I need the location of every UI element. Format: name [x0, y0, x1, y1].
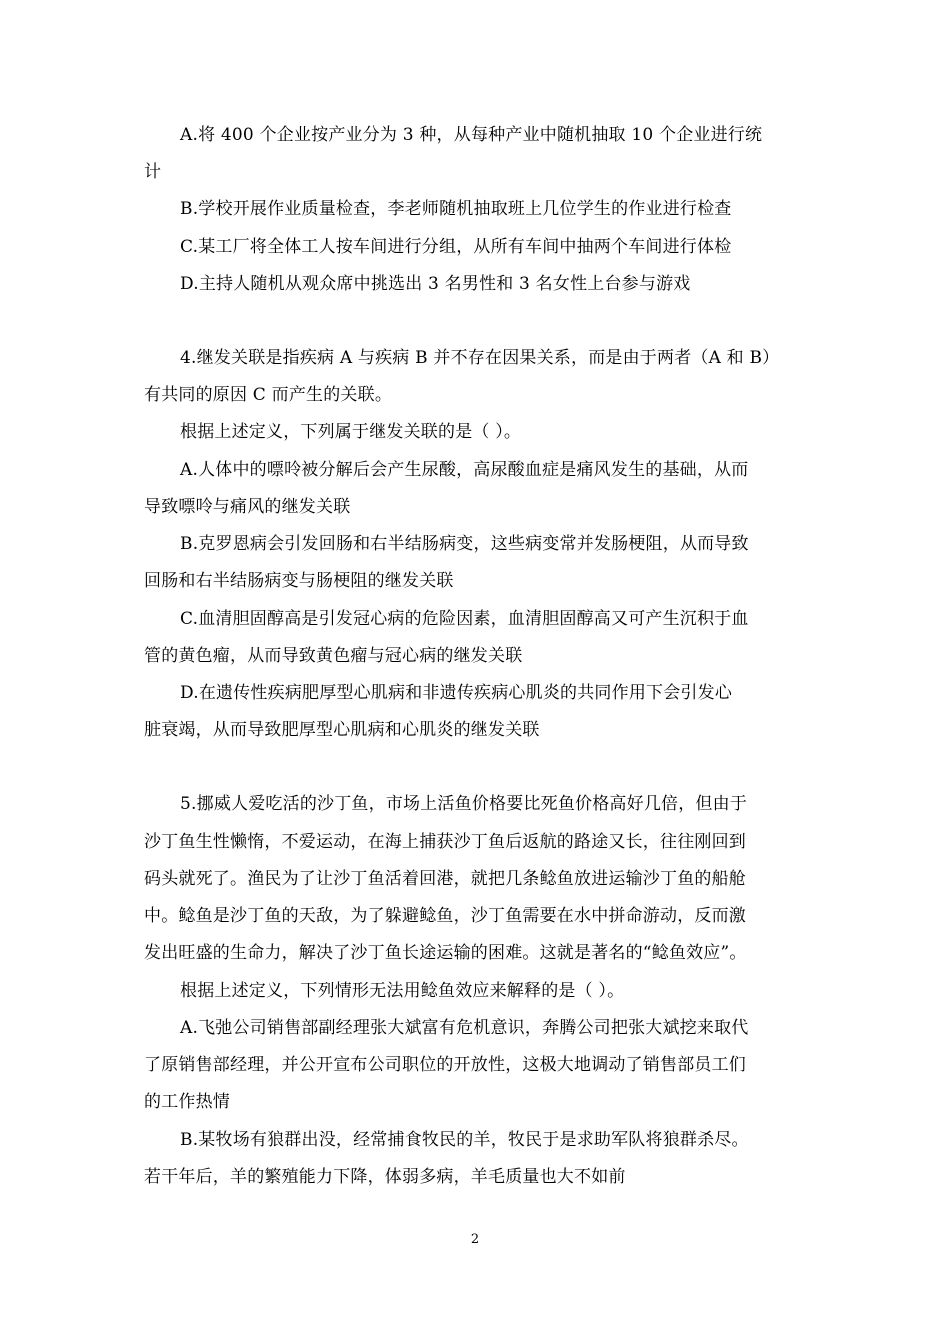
q3-option-d: D.主持人随机从观众席中挑选出 3 名男性和 3 名女性上台参与游戏	[180, 274, 691, 294]
q4-option-d-line1: D.在遗传性疾病肥厚型心肌病和非遗传疾病心肌炎的共同作用下会引发心	[180, 683, 733, 703]
q4-definition-line1: 4.继发关联是指疾病 A 与疾病 B 并不存在因果关系，而是由于两者（A 和 B）	[180, 348, 780, 368]
q5-option-a-line3: 的工作热情	[144, 1092, 230, 1112]
q4-option-d-line2: 脏衰竭，从而导致肥厚型心肌病和心肌炎的继发关联	[144, 720, 540, 740]
q4-option-a-line1: A.人体中的嘌呤被分解后会产生尿酸，高尿酸血症是痛风发生的基础，从而	[180, 460, 749, 480]
q3-option-c: C.某工厂将全体工人按车间进行分组，从所有车间中抽两个车间进行体检	[180, 237, 732, 257]
q4-option-b-line1: B.克罗恩病会引发回肠和右半结肠病变，这些病变常并发肠梗阻，从而导致	[180, 534, 749, 554]
q4-option-a-line2: 导致嘌呤与痛风的继发关联	[144, 497, 351, 517]
q4-option-c-line2: 管的黄色瘤，从而导致黄色瘤与冠心病的继发关联	[144, 646, 523, 666]
q5-prompt: 根据上述定义，下列情形无法用鲶鱼效应来解释的是（ ）。	[180, 981, 625, 1001]
q4-definition-line2: 有共同的原因 C 而产生的关联。	[144, 385, 393, 405]
q3-option-a-line2: 计	[144, 162, 162, 182]
q3-option-a-line1: A.将 400 个企业按产业分为 3 种，从每种产业中随机抽取 10 个企业进行统	[180, 125, 763, 145]
q5-definition-line2: 沙丁鱼生性懒惰，不爱运动，在海上捕获沙丁鱼后返航的路途又长，往往刚回到	[144, 832, 746, 852]
q5-option-a-line2: 了原销售部经理，并公开宣布公司职位的开放性，这极大地调动了销售部员工们	[144, 1055, 746, 1075]
q5-definition-line4: 中。鲶鱼是沙丁鱼的天敌，为了躲避鲶鱼，沙丁鱼需要在水中拼命游动，反而激	[144, 906, 746, 926]
q4-prompt: 根据上述定义，下列属于继发关联的是（ ）。	[180, 422, 522, 442]
q5-definition-line5: 发出旺盛的生命力，解决了沙丁鱼长途运输的困难。这就是著名的“鲶鱼效应”。	[144, 943, 747, 963]
q5-definition-line3: 码头就死了。渔民为了让沙丁鱼活着回港，就把几条鲶鱼放进运输沙丁鱼的船舱	[144, 869, 746, 889]
q5-option-a-line1: A.飞弛公司销售部副经理张大斌富有危机意识，奔腾公司把张大斌挖来取代	[180, 1018, 749, 1038]
q3-option-b: B.学校开展作业质量检查，李老师随机抽取班上几位学生的作业进行检查	[180, 199, 732, 219]
q4-option-c-line1: C.血清胆固醇高是引发冠心病的危险因素，血清胆固醇高又可产生沉积于血	[180, 609, 749, 629]
q5-option-b-line1: B.某牧场有狼群出没，经常捕食牧民的羊，牧民于是求助军队将狼群杀尽。	[180, 1130, 749, 1150]
q5-definition-line1: 5.挪威人爱吃活的沙丁鱼，市场上活鱼价格要比死鱼价格高好几倍，但由于	[180, 794, 748, 814]
page-number: 2	[470, 1232, 480, 1247]
q5-option-b-line2: 若干年后，羊的繁殖能力下降，体弱多病，羊毛质量也大不如前	[144, 1167, 626, 1187]
q4-option-b-line2: 回肠和右半结肠病变与肠梗阻的继发关联	[144, 571, 454, 591]
